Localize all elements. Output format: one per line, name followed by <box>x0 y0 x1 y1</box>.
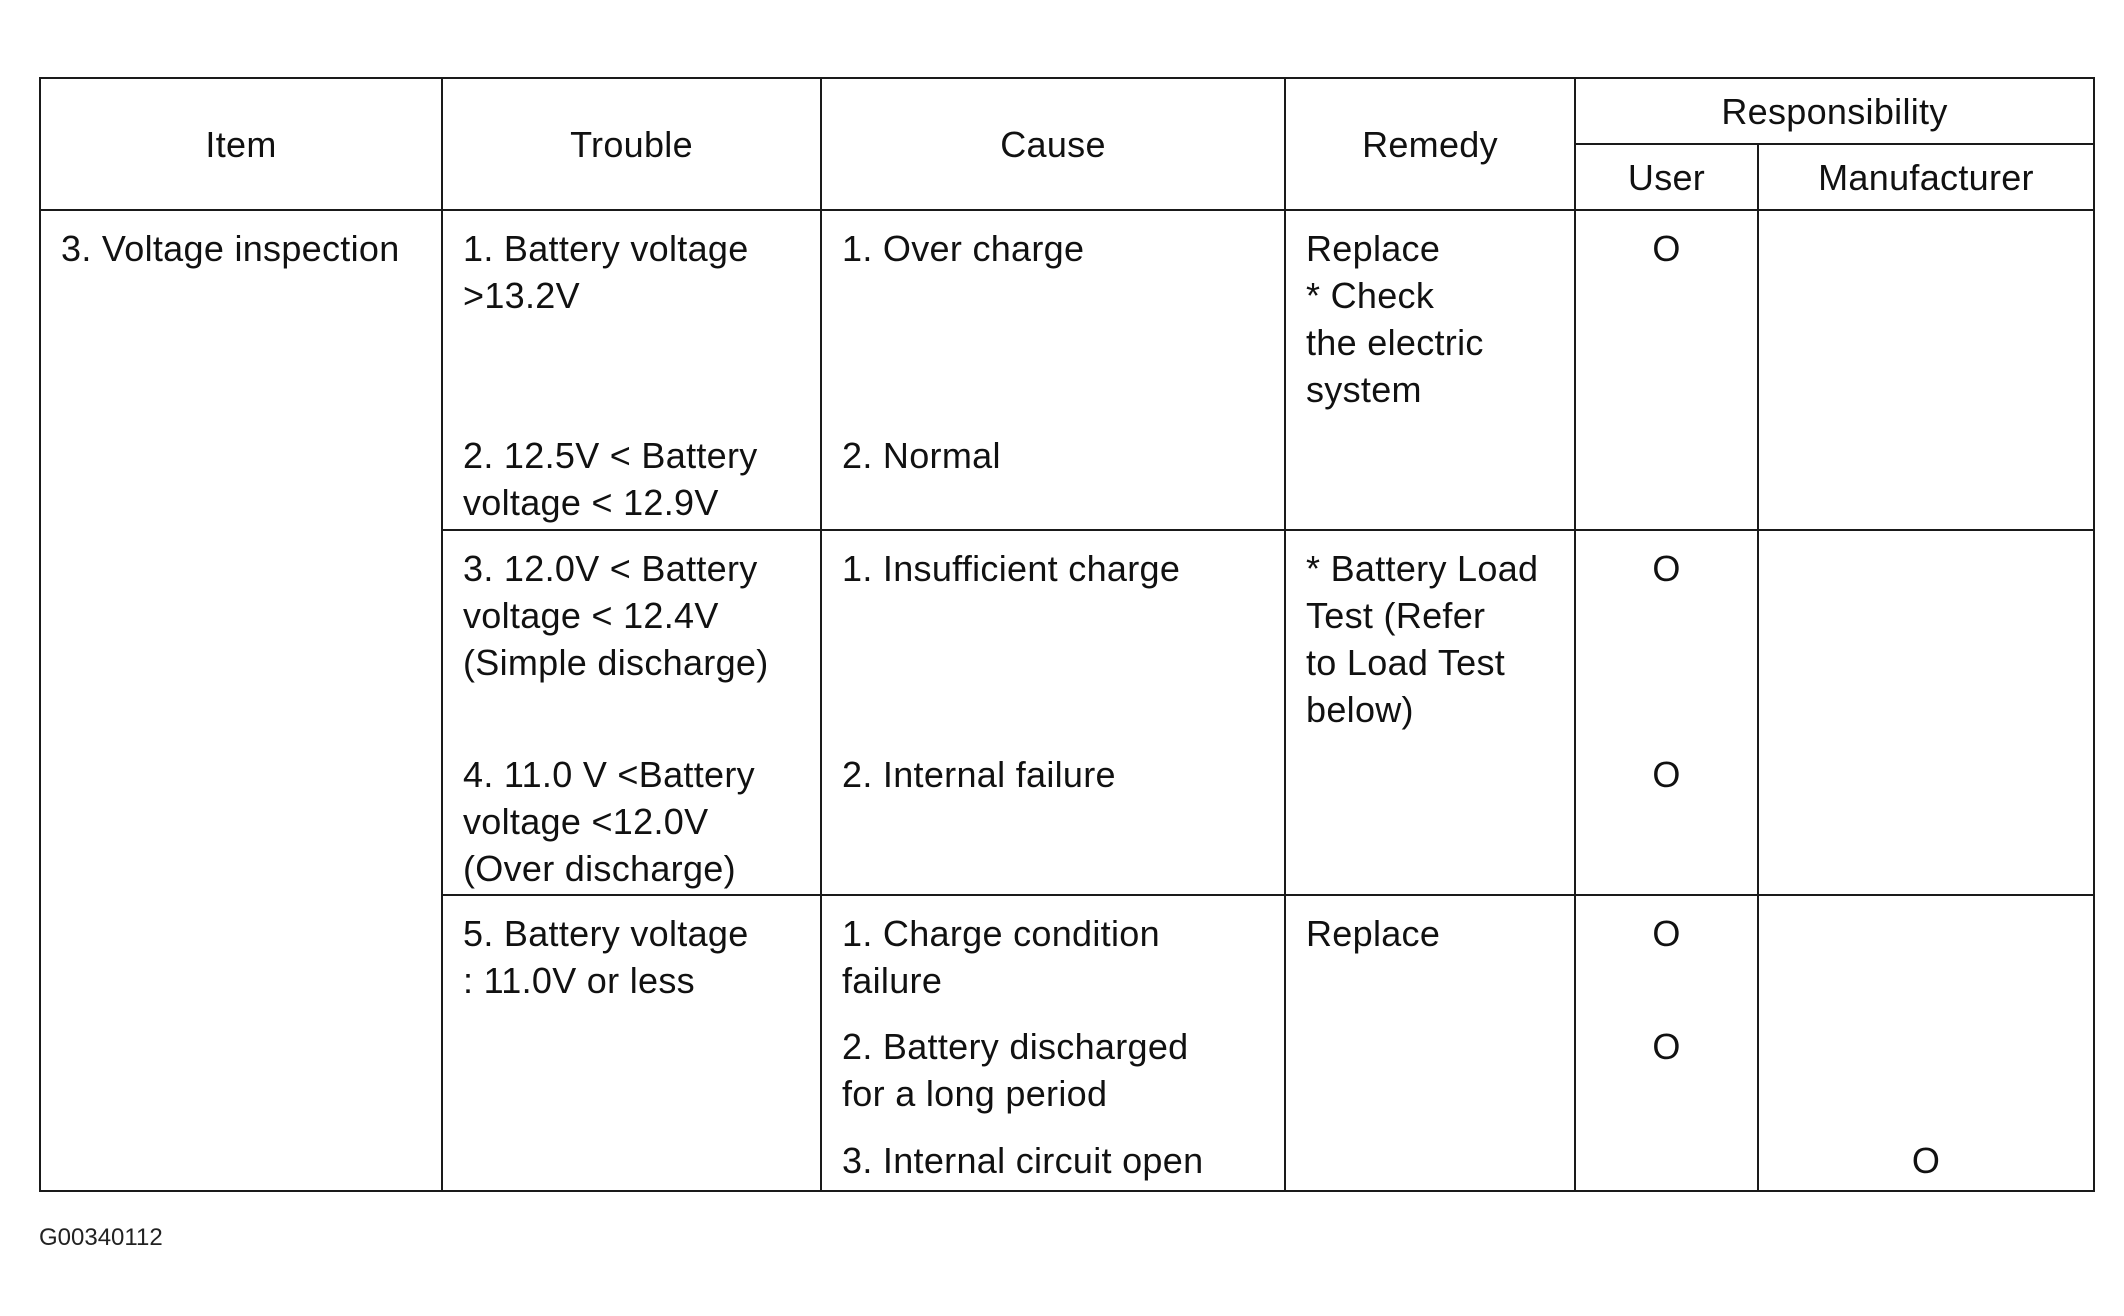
header-trouble: Trouble <box>442 78 821 210</box>
header-item: Item <box>40 78 442 210</box>
cause-text: 2. Normal <box>842 435 1001 476</box>
user-mark: O <box>1652 754 1681 795</box>
header-user: User <box>1575 144 1758 210</box>
user-mark <box>1576 418 1757 432</box>
manufacturer-mark <box>1759 896 2093 910</box>
item-label: 3. Voltage inspection <box>61 228 400 269</box>
remedy-cell <box>1285 210 1575 530</box>
manufacturer-cell <box>1758 210 2094 530</box>
header-manufacturer: Manufacturer <box>1758 144 2094 210</box>
user-mark <box>1576 1123 1757 1137</box>
manufacturer-mark <box>1759 531 2093 545</box>
item-cell <box>40 210 442 1191</box>
header-cause: Cause <box>821 78 1285 210</box>
cause-text: 1. Charge condition failure <box>842 913 1160 1001</box>
manufacturer-mark: O <box>1911 1140 1941 1181</box>
trouble-cell <box>442 530 821 895</box>
cause-text: 1. Over charge <box>842 228 1085 269</box>
manufacturer-mark <box>1759 1009 2093 1023</box>
trouble-table <box>39 77 2095 1192</box>
manufacturer-mark <box>1759 211 2093 225</box>
user-cell <box>1575 895 1758 1191</box>
cause-cell <box>821 210 1285 530</box>
cause-text: 1. Insufficient charge <box>842 548 1181 589</box>
trouble-text: 5. Battery voltage : 11.0V or less <box>463 913 749 1001</box>
user-mark: O <box>1652 913 1681 954</box>
remedy-text: Replace * Check the electric system <box>1306 228 1484 410</box>
trouble-cell <box>442 210 821 530</box>
manufacturer-cell <box>1758 895 2094 1191</box>
trouble-cell <box>442 895 821 1191</box>
manufacturer-mark <box>1759 418 2093 432</box>
trouble-text: 3. 12.0V < Battery voltage < 12.4V (Simple discharge) <box>463 548 769 683</box>
table-row <box>40 210 2094 530</box>
header-remedy: Remedy <box>1285 78 1575 210</box>
user-cell <box>1575 530 1758 895</box>
manufacturer-cell <box>1758 530 2094 895</box>
trouble-table-container <box>39 77 2093 1192</box>
remedy-text: Replace <box>1306 913 1441 954</box>
figure-code: G00340112 <box>39 1224 163 1251</box>
cause-text: 2. Internal failure <box>842 754 1116 795</box>
cause-cell <box>821 530 1285 895</box>
cause-text: 2. Battery discharged for a long period <box>842 1026 1189 1114</box>
trouble-text: 1. Battery voltage >13.2V <box>463 228 749 316</box>
trouble-text: 4. 11.0 V <Battery voltage <12.0V (Over discharge) <box>463 754 755 889</box>
header-responsibility: Responsibility <box>1575 78 2094 144</box>
remedy-cell <box>1285 530 1575 895</box>
user-mark: O <box>1652 548 1681 589</box>
user-mark: O <box>1652 1026 1681 1067</box>
manufacturer-mark <box>1759 737 2093 751</box>
cause-text: 3. Internal circuit open <box>842 1140 1204 1181</box>
cause-cell <box>821 895 1285 1191</box>
user-mark: O <box>1652 228 1681 269</box>
user-cell <box>1575 210 1758 530</box>
trouble-text: 2. 12.5V < Battery voltage < 12.9V <box>463 435 758 523</box>
remedy-cell <box>1285 895 1575 1191</box>
header-row-top <box>40 78 2094 144</box>
remedy-text: * Battery Load Test (Refer to Load Test below) <box>1306 548 1539 730</box>
